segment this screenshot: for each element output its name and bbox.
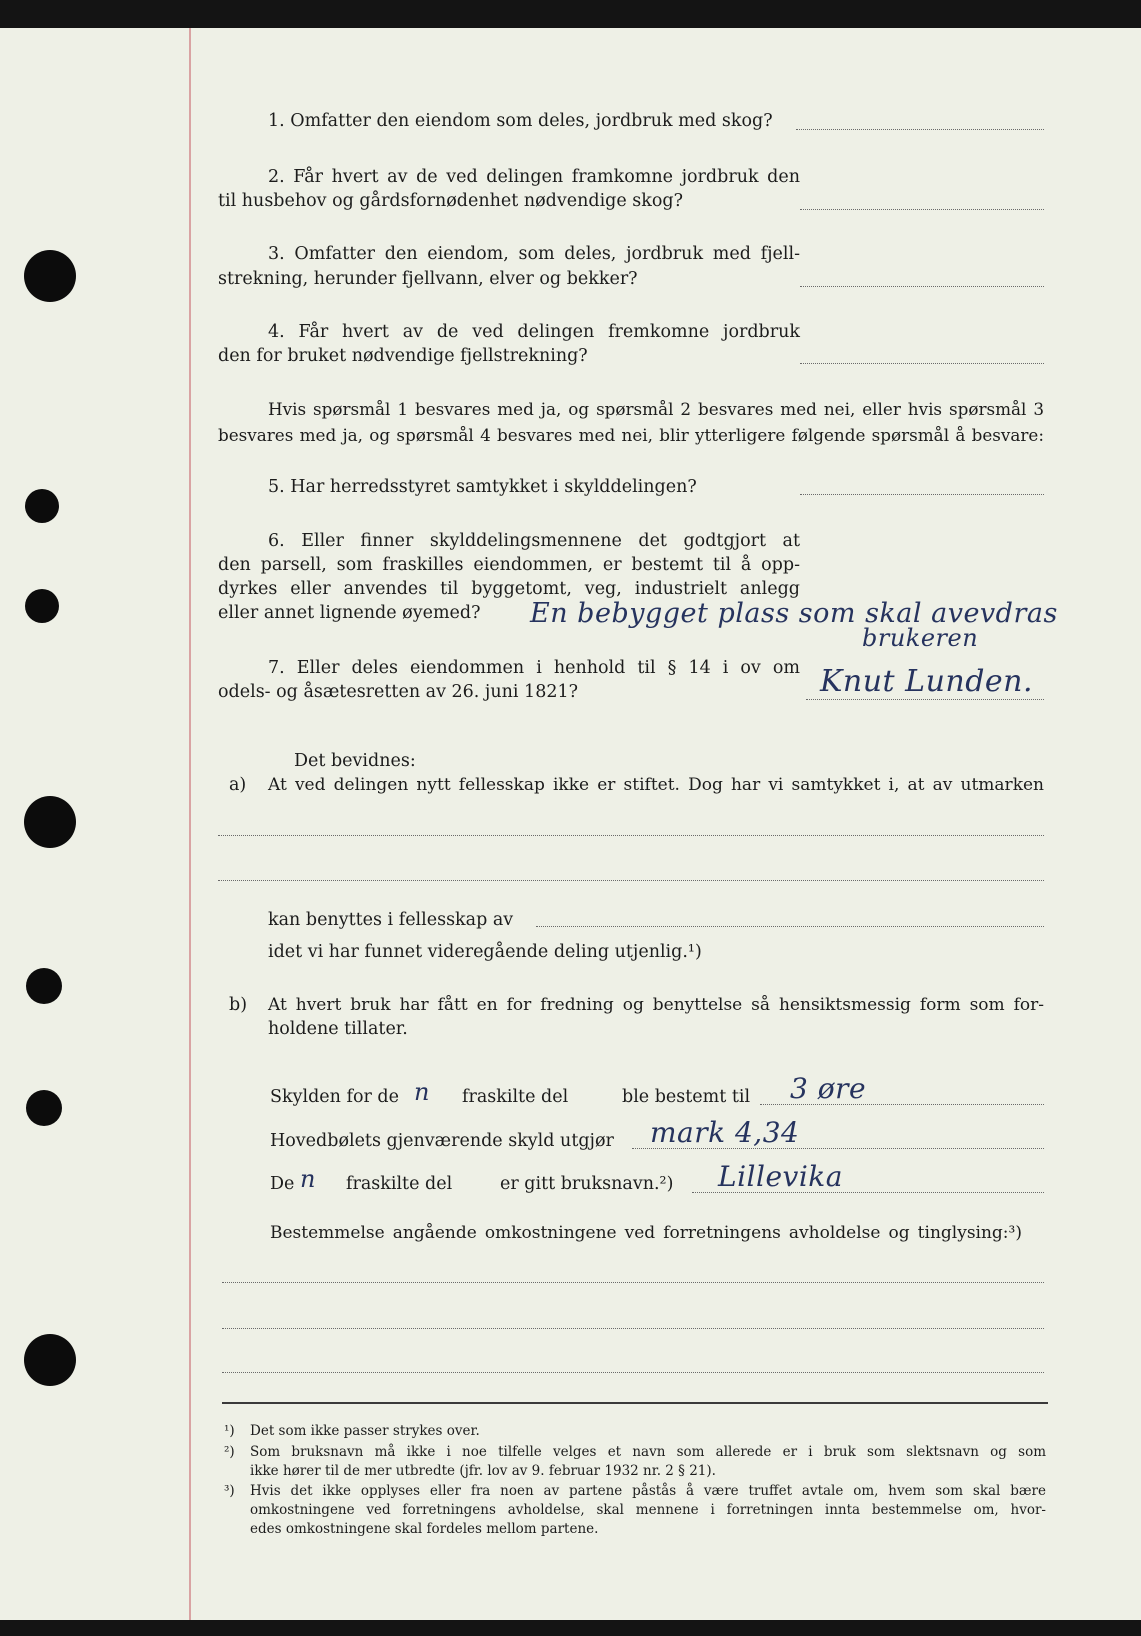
bestemmelse-line-3[interactable] bbox=[222, 1372, 1044, 1373]
answer-line-q3[interactable] bbox=[800, 286, 1044, 287]
den-end: er gitt bruksnavn.²) bbox=[500, 1174, 674, 1194]
punch-hole bbox=[24, 250, 76, 302]
utmarken-line-1[interactable] bbox=[218, 835, 1044, 836]
answer-line-q7[interactable] bbox=[806, 699, 1044, 700]
utmarken-line-2[interactable] bbox=[218, 880, 1044, 881]
question-2-line1: 2. Får hvert av de ved delingen framkomne jordbruk den bbox=[268, 167, 800, 187]
handwritten-skyld: 3 øre bbox=[790, 1072, 867, 1105]
question-6-line3: dyrkes eller anvendes til byggetomt, veg, industrielt anlegg bbox=[218, 579, 800, 599]
scan-border-top bbox=[0, 0, 1141, 28]
handwritten-suffix-n: n bbox=[300, 1165, 316, 1193]
punch-hole bbox=[24, 796, 76, 848]
scan-border-bottom bbox=[0, 1620, 1141, 1636]
question-7-line1: 7. Eller deles eiendommen i henhold til § 14 i ov om bbox=[268, 658, 800, 678]
attest-a-marker: a) bbox=[229, 775, 247, 795]
handwritten-answer-q6-line2: brukeren bbox=[862, 624, 979, 652]
footnote-2-line1: Som bruksnavn må ikke i noe tilfelle velges et navn som allerede er i bruk som slektsnavn og som bbox=[250, 1444, 1046, 1460]
punch-hole bbox=[24, 1334, 76, 1386]
attest-b-marker: b) bbox=[229, 995, 248, 1015]
skyld-line[interactable] bbox=[760, 1104, 1044, 1105]
question-6-line1: 6. Eller finner skylddelingsmennene det godtgjort at bbox=[268, 531, 800, 551]
footnote-1-mark: ¹) bbox=[224, 1423, 235, 1439]
footnote-3-line3: edes omkostningene skal fordeles mellom partene. bbox=[250, 1521, 599, 1537]
question-3-line1: 3. Omfatter den eiendom, som deles, jordbruk med fjell- bbox=[268, 244, 800, 264]
footnote-3-mark: ³) bbox=[224, 1483, 235, 1499]
answer-line-q1[interactable] bbox=[796, 129, 1044, 130]
question-4-line2: den for bruket nødvendige fjellstrekning? bbox=[218, 346, 588, 366]
den-label: De bbox=[270, 1174, 295, 1194]
punch-hole bbox=[26, 968, 62, 1004]
den-mid: fraskilte del bbox=[346, 1174, 453, 1194]
question-6-line4: eller annet lignende øyemed? bbox=[218, 603, 481, 623]
attest-heading: Det bevidnes: bbox=[294, 751, 416, 771]
skylden-label: Skylden for de bbox=[270, 1087, 399, 1107]
footnote-3-line2: omkostningene ved forretningens avholdelse, skal mennene i forretningen innta bestemmelse om, hvor- bbox=[250, 1502, 1046, 1518]
question-7-line2: odels- og åsætesretten av 26. juni 1821? bbox=[218, 682, 578, 702]
bruksnavn-line[interactable] bbox=[692, 1192, 1044, 1193]
punch-hole bbox=[25, 489, 59, 523]
footnote-2-line2: ikke hører til de mer utbredte (jfr. lov av 9. februar 1932 nr. 2 § 21). bbox=[250, 1463, 716, 1479]
answer-line-q5[interactable] bbox=[800, 494, 1044, 495]
condition-line1: Hvis spørsmål 1 besvares med ja, og spørsmål 2 besvares med nei, eller hvis spørsmål 3 bbox=[268, 399, 1044, 419]
margin-line bbox=[189, 28, 191, 1620]
footnote-rule bbox=[222, 1402, 1048, 1404]
question-6-line2: den parsell, som fraskilles eiendommen, er bestemt til å opp- bbox=[218, 555, 800, 575]
bestemmelse-line-2[interactable] bbox=[222, 1328, 1044, 1329]
question-2-line2: til husbehov og gårdsfornødenhet nødvendige skog? bbox=[218, 191, 683, 211]
question-1: 1. Omfatter den eiendom som deles, jordbruk med skog? bbox=[268, 111, 773, 131]
footnote-1: Det som ikke passer strykes over. bbox=[250, 1423, 480, 1439]
attest-a-text: At ved delingen nytt fellesskap ikke er stiftet. Dog har vi samtykket i, at av utmarken bbox=[268, 775, 1044, 795]
hovedbol-line[interactable] bbox=[632, 1148, 1044, 1149]
footnote-2-mark: ²) bbox=[224, 1444, 235, 1460]
answer-line-q4[interactable] bbox=[800, 363, 1044, 364]
question-5: 5. Har herredsstyret samtykket i skylddelingen? bbox=[268, 477, 697, 497]
attest-b-line2: holdene tillater. bbox=[268, 1019, 408, 1039]
footnote-3-line1: Hvis det ikke opplyses eller fra noen av partene påstås å være truffet avtale om, hvem som skal bære bbox=[250, 1483, 1046, 1499]
fellesskap-label: kan benyttes i fellesskap av bbox=[268, 910, 514, 930]
hovedbol-label: Hovedbølets gjenværende skyld utgjør bbox=[270, 1131, 614, 1151]
handwritten-answer-q7: Knut Lunden. bbox=[820, 664, 1034, 699]
handwritten-bruksnavn: Lillevika bbox=[718, 1160, 843, 1193]
handwritten-answer-q6-line1: En bebygget plass som skal avevdras bbox=[530, 598, 1058, 629]
skylden-end: ble bestemt til bbox=[622, 1087, 751, 1107]
attest-b-line1: At hvert bruk har fått en for fredning og benyttelse så hensiktsmessig form som for- bbox=[268, 995, 1044, 1015]
bestemmelse-label: Bestemmelse angående omkostningene ved forretningens avholdelse og tinglysing:³) bbox=[270, 1223, 1022, 1243]
skylden-mid: fraskilte del bbox=[462, 1087, 569, 1107]
fellesskap-line[interactable] bbox=[536, 926, 1044, 927]
answer-line-q2[interactable] bbox=[800, 209, 1044, 210]
form-page bbox=[0, 28, 1141, 1620]
handwritten-suffix-n: n bbox=[414, 1078, 430, 1106]
videregaende-text: idet vi har funnet videregående deling utjenlig.¹) bbox=[268, 942, 702, 962]
bestemmelse-line-1[interactable] bbox=[222, 1282, 1044, 1283]
question-3-line2: strekning, herunder fjellvann, elver og bekker? bbox=[218, 269, 638, 289]
punch-hole bbox=[26, 1090, 62, 1126]
punch-hole bbox=[25, 589, 59, 623]
handwritten-hovedbol: mark 4,34 bbox=[650, 1116, 800, 1149]
condition-line2: besvares med ja, og spørsmål 4 besvares med nei, blir ytterligere følgende spørsmål å besvare: bbox=[218, 425, 1044, 445]
question-4-line1: 4. Får hvert av de ved delingen fremkomne jordbruk bbox=[268, 322, 800, 342]
